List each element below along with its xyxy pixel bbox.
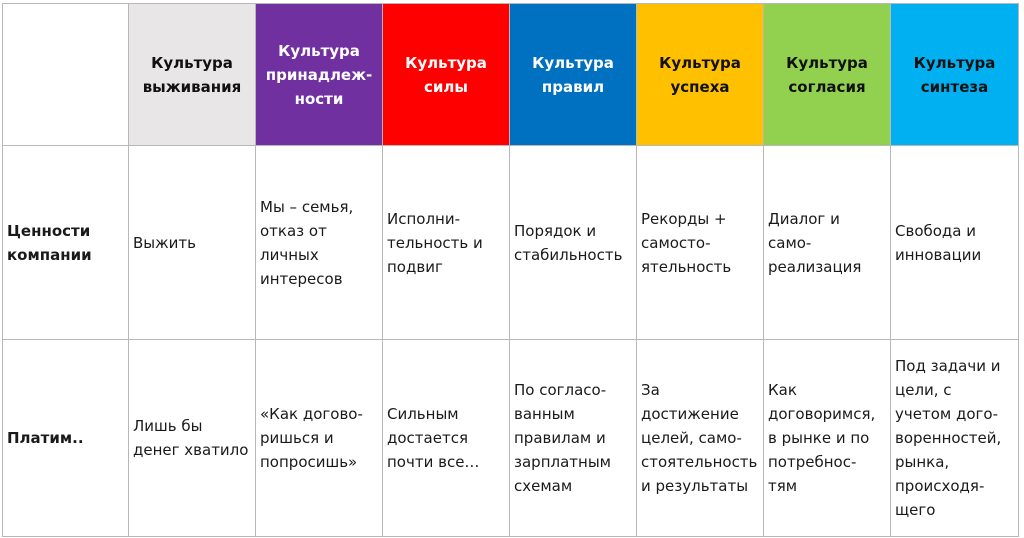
table-cell: Выжить (129, 146, 256, 340)
table-cell: Исполни- тельность и подвиг (383, 146, 510, 340)
column-header-belonging: Культура принадлеж- ности (256, 4, 383, 146)
table-cell: Сильным достается почти все… (383, 340, 510, 537)
header-row (3, 4, 1019, 146)
column-header-survival: Культура выживания (129, 4, 256, 146)
column-header-rules: Культура правил (510, 4, 637, 146)
table-cell: Порядок и стабильность (510, 146, 637, 340)
table-cell: «Как догово- ришься и попросишь» (256, 340, 383, 537)
table-cell: Диалог и само- реализация (764, 146, 891, 340)
table-cell: Лишь бы денег хватило (129, 340, 256, 537)
column-header-synthesis: Культура синтеза (891, 4, 1019, 146)
row-header-values: Ценности компании (3, 146, 129, 340)
table-cell: По согласо- ванным правилам и зарплатным схемам (510, 340, 637, 537)
table-cell: За достижение целей, само- стоятельность и результаты (637, 340, 764, 537)
table-row-values (3, 146, 1019, 340)
corner-cell (3, 4, 129, 146)
table-cell: Свобода и инновации (891, 146, 1019, 340)
table-row-pay (3, 340, 1019, 537)
column-header-consent: Культура согласия (764, 4, 891, 146)
culture-comparison-table (2, 3, 1019, 537)
row-header-pay: Платим.. (3, 340, 129, 537)
table-cell: Рекорды + самосто- ятельность (637, 146, 764, 340)
table-cell: Мы – семья, отказ от личных интересов (256, 146, 383, 340)
table-cell: Под задачи и цели, с учетом дого- воренностей, рынка, происходя- щего (891, 340, 1019, 537)
table-cell: Как договоримся, в рынке и по потребнос- тям (764, 340, 891, 537)
column-header-success: Культура успеха (637, 4, 764, 146)
column-header-power: Культура силы (383, 4, 510, 146)
